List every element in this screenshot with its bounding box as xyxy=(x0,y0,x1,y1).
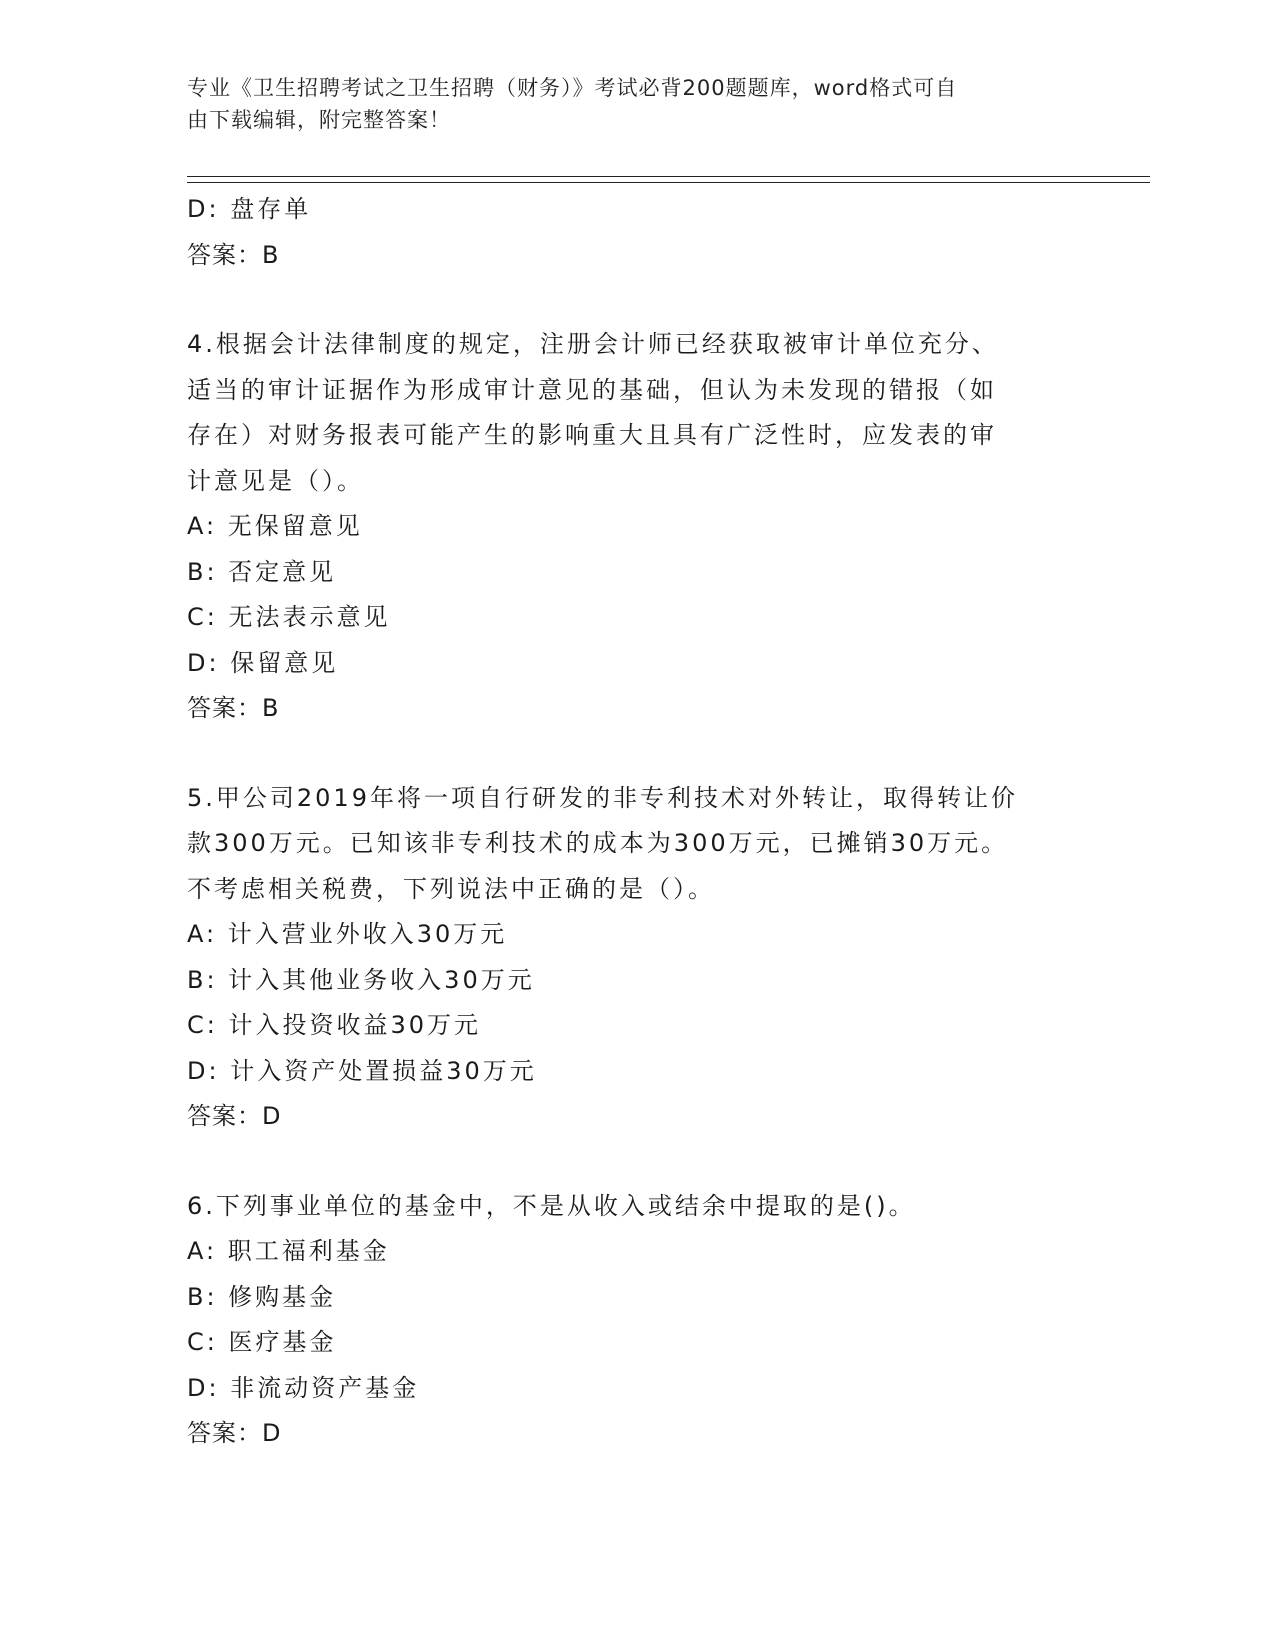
option-d: D: 非流动资产基金 xyxy=(187,1373,420,1402)
question-stem-line: 不考虑相关税费，下列说法中正确的是（）。 xyxy=(187,874,715,903)
header-divider-bottom xyxy=(187,182,1150,183)
question-block xyxy=(187,776,1087,1140)
answer-line: 答案：D xyxy=(187,1419,282,1447)
answer-line: 答案：B xyxy=(187,240,280,269)
header-line-1: 专业《卫生招聘考试之卫生招聘（财务）》考试必背200题题库，word格式可自 xyxy=(187,76,958,100)
option-d: D: 盘存单 xyxy=(187,195,312,223)
spacer xyxy=(187,278,1087,322)
question-stem-line: 计意见是（）。 xyxy=(187,466,364,495)
answer-line: 答案：D xyxy=(187,1102,282,1130)
option-c: C: 计入投资收益30万元 xyxy=(187,1011,482,1039)
answer-line: 答案：B xyxy=(187,694,280,722)
option-a: A: 无保留意见 xyxy=(187,512,363,540)
document-body xyxy=(187,187,1087,1457)
header-divider-top xyxy=(187,176,1150,177)
option-a: A: 计入营业外收入30万元 xyxy=(187,920,508,948)
question-stem-line: 适当的审计证据作为形成审计意见的基础，但认为未发现的错报（如 xyxy=(187,375,997,404)
question-block xyxy=(187,322,1087,732)
document-header xyxy=(187,72,1067,136)
spacer xyxy=(187,1140,1087,1184)
question-stem-line: 款300万元。已知该非专利技术的成本为300万元，已摊销30万元。 xyxy=(187,829,1009,857)
option-d: D: 保留意见 xyxy=(187,648,339,677)
option-b: B: 计入其他业务收入30万元 xyxy=(187,965,535,994)
option-a: A: 职工福利基金 xyxy=(187,1237,390,1265)
option-c: C: 医疗基金 xyxy=(187,1328,337,1356)
spacer xyxy=(187,732,1087,776)
option-b: B: 否定意见 xyxy=(187,557,337,586)
header-line-2: 由下载编辑，附完整答案！ xyxy=(187,108,451,132)
option-b: B: 修购基金 xyxy=(187,1282,337,1311)
option-c: C: 无法表示意见 xyxy=(187,603,391,631)
question-stem-line: 5.甲公司2019年将一项自行研发的非专利技术对外转让，取得转让价 xyxy=(187,783,1018,812)
question-stem-line: 存在）对财务报表可能产生的影响重大且具有广泛性时，应发表的审 xyxy=(187,421,997,449)
option-d: D: 计入资产处置损益30万元 xyxy=(187,1056,537,1085)
question-stem-line: 4.根据会计法律制度的规定，注册会计师已经获取被审计单位充分、 xyxy=(187,330,999,358)
question-block xyxy=(187,1184,1087,1457)
question-stem-line: 6.下列事业单位的基金中，不是从收入或结余中提取的是()。 xyxy=(187,1191,916,1220)
